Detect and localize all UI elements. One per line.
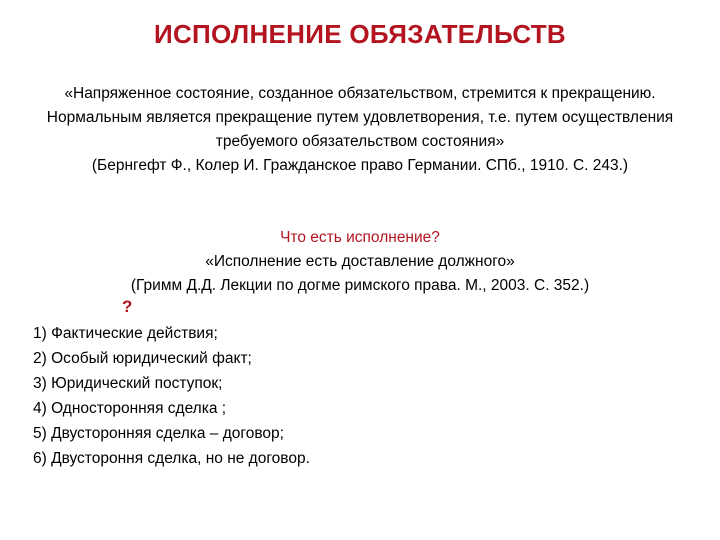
primary-quote-block bbox=[22, 82, 698, 178]
secondary-quote-text: «Исполнение есть доставление должного» bbox=[205, 253, 515, 270]
list-item: 3) Юридический поступок; bbox=[33, 375, 223, 392]
primary-quote-citation: (Бернгефт Ф., Колер И. Гражданское право Германии. СПб., 1910. С. 243.) bbox=[91, 157, 629, 174]
list-item: 4) Односторонняя сделка ; bbox=[33, 400, 227, 417]
question-mark: ? bbox=[122, 297, 133, 316]
primary-quote-text: «Напряженное состояние, созданное обязательством, стремится к прекращению. Нормальным является прекращение путем удовлетворения, т.е. путем осуществления требуемого обязательством состояния» bbox=[46, 85, 674, 150]
slide-title: ИСПОЛНЕНИЕ ОБЯЗАТЕЛЬСТВ bbox=[153, 19, 567, 49]
options-list bbox=[33, 321, 310, 471]
list-item: 6) Двустороння сделка, но не договор. bbox=[33, 450, 310, 467]
list-item: 2) Особый юридический факт; bbox=[33, 350, 252, 367]
list-item: 1) Фактические действия; bbox=[33, 325, 218, 342]
secondary-quote-citation: (Гримм Д.Д. Лекции по догме римского права. М., 2003. С. 352.) bbox=[130, 277, 590, 294]
question-heading: Что есть исполнение? bbox=[280, 229, 440, 246]
secondary-quote-block bbox=[0, 226, 720, 298]
list-item: 5) Двусторонняя сделка – договор; bbox=[33, 425, 284, 442]
